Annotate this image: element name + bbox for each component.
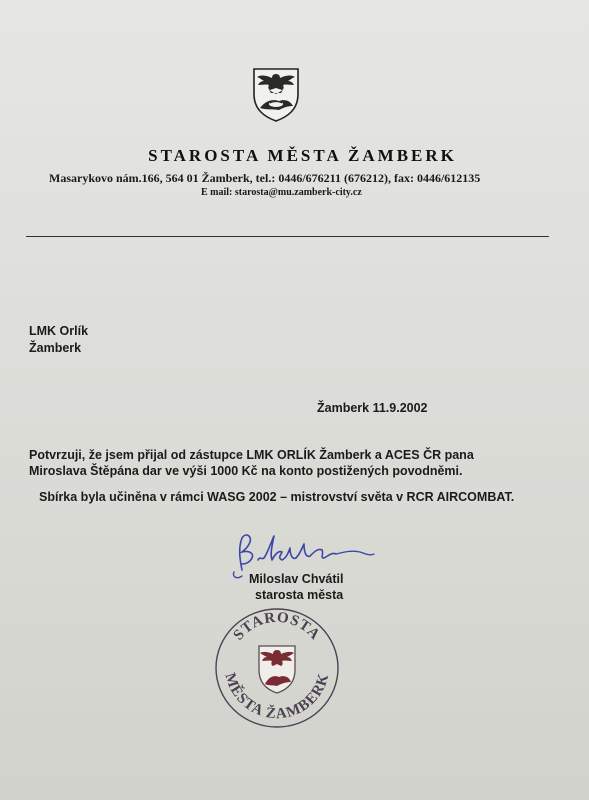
recipient-line-1: LMK Orlík [29, 324, 89, 338]
letterhead-divider [26, 236, 549, 237]
body-line-3: Sbírka byla učiněna v rámci WASG 2002 – mistrovství světa v RCR AIRCOMBAT. [39, 490, 515, 504]
coat-of-arms-icon [251, 66, 301, 122]
signatory-role: starosta města [255, 588, 344, 602]
recipient-line-2: Žamberk [29, 341, 82, 355]
svg-text:STAROSTA: STAROSTA [230, 609, 324, 644]
body-line-1: Potvrzuji, že jsem přijal od zástupce LMK ORLÍK Žamberk a ACES ČR pana [29, 448, 474, 462]
letterhead-address: Masarykovo nám.166, 564 01 Žamberk, tel.: 0446/676211 (676212), fax: 0446/612135 [49, 171, 481, 185]
letter-date: Žamberk 11.9.2002 [317, 401, 428, 415]
signatory-name: Miloslav Chvátil [249, 572, 344, 586]
letterhead-email: E mail: starosta@mu.zamberk-city.cz [201, 187, 362, 198]
letterhead-title: STAROSTA MĚSTA ŽAMBERK [148, 146, 457, 165]
official-stamp [213, 606, 341, 730]
body-line-2: Miroslava Štěpána dar ve výši 1000 Kč na konto postižených povodněmi. [29, 464, 463, 478]
svg-text:MĚSTA ŽAMBERK: MĚSTA ŽAMBERK [221, 671, 333, 723]
